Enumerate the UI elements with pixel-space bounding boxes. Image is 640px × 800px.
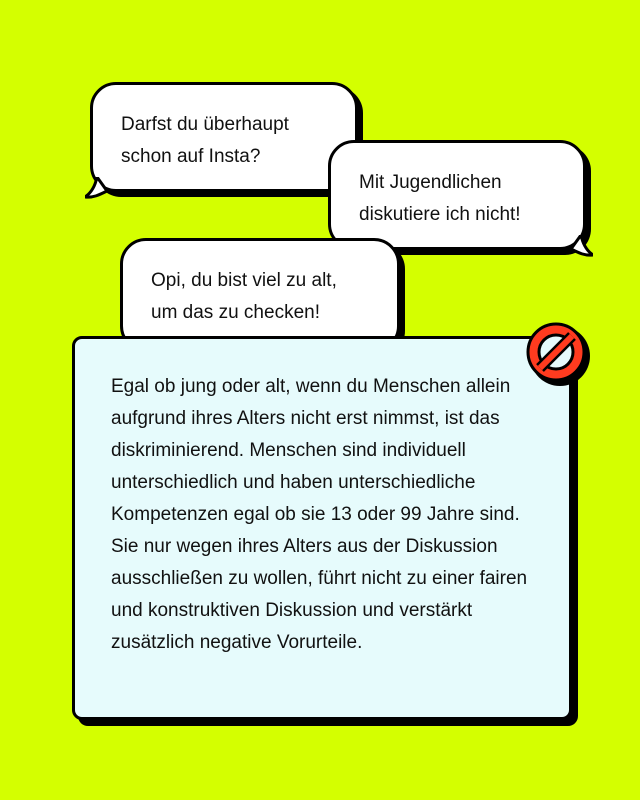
speech-bubble-3: [120, 238, 400, 352]
bubble-tail: [567, 235, 593, 257]
bubble-text: Mit Jugendlichen diskutiere ich nicht!: [359, 172, 521, 225]
speech-bubble-1: [90, 82, 358, 192]
explanation-card: [72, 336, 572, 720]
bubble-text: Darfst du überhaupt schon auf Insta?: [121, 114, 289, 167]
prohibition-icon: [522, 318, 592, 388]
bubble-text: Opi, du bist viel zu alt, um das zu checken!: [151, 270, 337, 323]
bubble-tail: [85, 177, 111, 199]
explanation-text: Egal ob jung oder alt, wenn du Menschen allein aufgrund ihres Alters nicht erst nimmst, ist das diskriminierend. Menschen sind individuell unterschiedlich und haben unterschiedliche Kompetenzen egal ob sie 13 oder 99 Jahre sind. Sie nur wegen ihres Alters aus der Diskussion ausschließen zu wollen, führt nicht zu einer fairen und konstruktiven Diskussion und verstärkt zusätzlich negative Vorurteile.: [111, 376, 528, 653]
speech-bubble-2: [328, 140, 586, 250]
